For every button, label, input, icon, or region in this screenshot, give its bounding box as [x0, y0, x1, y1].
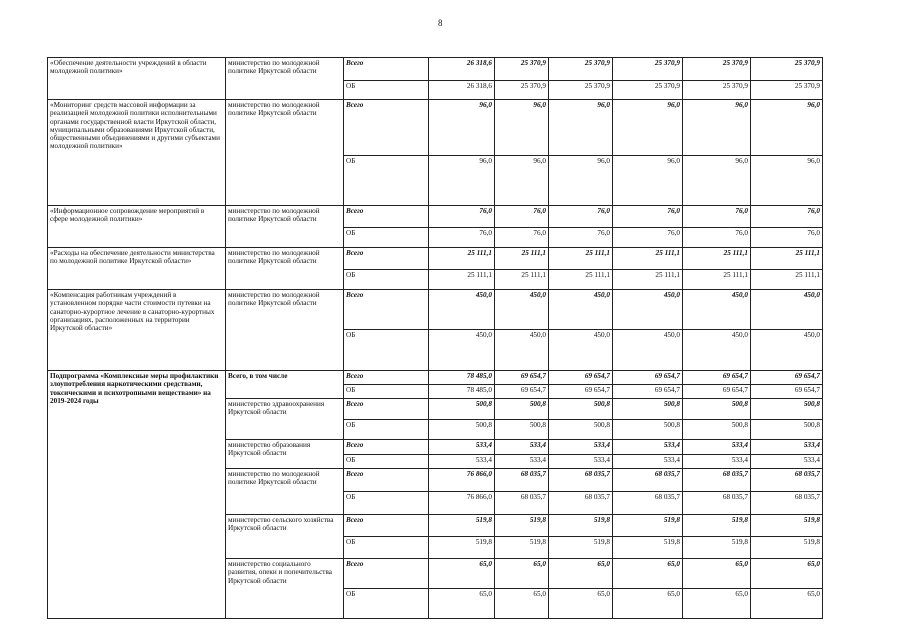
- total-value: 450,0: [495, 290, 549, 330]
- ob-value: 69 654,7: [495, 385, 549, 399]
- total-value: 69 654,7: [495, 371, 549, 385]
- ob-value: 68 035,7: [613, 492, 683, 515]
- responsible-executor: министерство по молодежной политике Иркутской области: [226, 58, 344, 100]
- ob-value: 76,0: [429, 228, 495, 248]
- ob-value: 519,8: [613, 537, 683, 559]
- ob-value: 450,0: [751, 330, 823, 371]
- ob-value: 533,4: [683, 455, 751, 469]
- responsible-executor: министерство по молодежной политике Иркутской области: [226, 290, 344, 371]
- ob-value: 69 654,7: [613, 385, 683, 399]
- total-value: 25 370,9: [683, 58, 751, 81]
- ob-value: 25 111,1: [495, 270, 549, 290]
- funding-source-total: Всего: [344, 248, 429, 270]
- ob-value: 76,0: [683, 228, 751, 248]
- total-value: 533,4: [751, 440, 823, 455]
- ob-value: 25 111,1: [683, 270, 751, 290]
- total-value: 76,0: [495, 206, 549, 228]
- subprogram-row: [48, 371, 823, 385]
- total-value: 96,0: [495, 100, 549, 156]
- ob-value: 533,4: [751, 455, 823, 469]
- total-value: 69 654,7: [549, 371, 613, 385]
- total-value: 65,0: [549, 559, 613, 589]
- total-value: 25 111,1: [751, 248, 823, 270]
- ob-value: 69 654,7: [683, 385, 751, 399]
- responsible-executor: министерство по молодежной политике Иркутской области: [226, 100, 344, 206]
- subprogram-name: Подпрограмма «Комплексные меры профилактики злоупотребления наркотическими средствами, токсическими и психотропными веществами» на 2019-2024 годы: [48, 371, 226, 619]
- total-value: 450,0: [683, 290, 751, 330]
- total-value: 78 485,0: [429, 371, 495, 385]
- ob-value: 500,8: [429, 420, 495, 440]
- ob-value: 25 111,1: [549, 270, 613, 290]
- ob-value: 519,8: [751, 537, 823, 559]
- funding-source-total: Всего: [344, 515, 429, 537]
- event-name: «Расходы на обеспечение деятельности министерства по молодежной политике Иркутской области»: [48, 248, 226, 290]
- total-value: 76 866,0: [429, 469, 495, 492]
- total-value: 533,4: [429, 440, 495, 455]
- total-value: 500,8: [751, 399, 823, 420]
- ob-value: 96,0: [495, 156, 549, 206]
- ob-value: 96,0: [613, 156, 683, 206]
- total-value: 68 035,7: [549, 469, 613, 492]
- total-value: 450,0: [429, 290, 495, 330]
- funding-source-total: Всего: [344, 440, 429, 455]
- funding-source-ob: ОБ: [344, 330, 429, 371]
- ob-value: 65,0: [429, 589, 495, 619]
- ob-value: 65,0: [751, 589, 823, 619]
- funding-source-ob: ОБ: [344, 537, 429, 559]
- budget-table-body: [48, 58, 823, 619]
- funding-source-ob: ОБ: [344, 589, 429, 619]
- ob-value: 450,0: [613, 330, 683, 371]
- total-value: 533,4: [613, 440, 683, 455]
- event-name: «Компенсация работникам учреждений в установленном порядке части стоимости путевки на санаторно-курортное лечение в санаторно-курортных организациях, расположенных на территории Иркутской области»: [48, 290, 226, 371]
- ob-value: 25 370,9: [495, 81, 549, 100]
- funding-source-ob: ОБ: [344, 420, 429, 440]
- ob-value: 26 318,6: [429, 81, 495, 100]
- ob-value: 65,0: [683, 589, 751, 619]
- ob-value: 65,0: [613, 589, 683, 619]
- ob-value: 69 654,7: [751, 385, 823, 399]
- event-row: [48, 290, 823, 330]
- total-value: 25 111,1: [549, 248, 613, 270]
- total-value: 533,4: [549, 440, 613, 455]
- total-value: 76,0: [683, 206, 751, 228]
- responsible-executor: министерство по молодежной политике Иркутской области: [226, 248, 344, 290]
- total-value: 519,8: [495, 515, 549, 537]
- total-value: 68 035,7: [613, 469, 683, 492]
- funding-source-ob: ОБ: [344, 228, 429, 248]
- ob-value: 25 111,1: [429, 270, 495, 290]
- total-value: 25 370,9: [495, 58, 549, 81]
- ob-value: 533,4: [549, 455, 613, 469]
- total-value: 68 035,7: [495, 469, 549, 492]
- total-value: 96,0: [683, 100, 751, 156]
- responsible-executor: министерство образования Иркутской области: [226, 440, 344, 469]
- responsible-executor: министерство здравоохранения Иркутской области: [226, 399, 344, 440]
- event-row: [48, 58, 823, 81]
- total-value: 69 654,7: [751, 371, 823, 385]
- page-number: 8: [438, 18, 443, 28]
- total-value: 500,8: [429, 399, 495, 420]
- total-value: 25 111,1: [495, 248, 549, 270]
- funding-source-total: Всего: [344, 559, 429, 589]
- ob-value: 96,0: [683, 156, 751, 206]
- event-name: «Информационное сопровождение мероприятий в сфере молодежной политики»: [48, 206, 226, 248]
- budget-table: [47, 57, 823, 619]
- total-value: 519,8: [549, 515, 613, 537]
- total-value: 500,8: [549, 399, 613, 420]
- responsible-executor: министерство социального развития, опеки и попечительства Иркутской области: [226, 559, 344, 619]
- ob-value: 76,0: [751, 228, 823, 248]
- ob-value: 500,8: [683, 420, 751, 440]
- funding-source-ob: ОБ: [344, 270, 429, 290]
- event-row: [48, 206, 823, 228]
- total-value: 96,0: [613, 100, 683, 156]
- ob-value: 76,0: [495, 228, 549, 248]
- ob-value: 25 370,9: [751, 81, 823, 100]
- ob-value: 519,8: [495, 537, 549, 559]
- ob-value: 68 035,7: [495, 492, 549, 515]
- total-value: 65,0: [613, 559, 683, 589]
- funding-source-total: Всего: [344, 399, 429, 420]
- ob-value: 78 485,0: [429, 385, 495, 399]
- ob-value: 25 370,9: [613, 81, 683, 100]
- ob-value: 68 035,7: [751, 492, 823, 515]
- ob-value: 519,8: [549, 537, 613, 559]
- funding-source-total: Всего: [344, 206, 429, 228]
- total-value: 76,0: [613, 206, 683, 228]
- total-value: 533,4: [495, 440, 549, 455]
- funding-source-ob: ОБ: [344, 81, 429, 100]
- total-value: 25 370,9: [549, 58, 613, 81]
- total-value: 69 654,7: [683, 371, 751, 385]
- ob-value: 533,4: [429, 455, 495, 469]
- funding-source-ob: ОБ: [344, 156, 429, 206]
- ob-value: 76,0: [549, 228, 613, 248]
- total-value: 25 370,9: [613, 58, 683, 81]
- total-value: 500,8: [613, 399, 683, 420]
- total-value: 519,8: [429, 515, 495, 537]
- ob-value: 69 654,7: [549, 385, 613, 399]
- ob-value: 519,8: [683, 537, 751, 559]
- total-value: 65,0: [751, 559, 823, 589]
- ob-value: 96,0: [429, 156, 495, 206]
- funding-source-total: Всего: [344, 371, 429, 385]
- total-value: 25 111,1: [683, 248, 751, 270]
- total-value: 76,0: [549, 206, 613, 228]
- funding-source-ob: ОБ: [344, 492, 429, 515]
- total-value: 76,0: [751, 206, 823, 228]
- ob-value: 96,0: [549, 156, 613, 206]
- total-value: 25 111,1: [613, 248, 683, 270]
- ob-value: 68 035,7: [683, 492, 751, 515]
- total-value: 450,0: [613, 290, 683, 330]
- ob-value: 25 370,9: [549, 81, 613, 100]
- ob-value: 65,0: [495, 589, 549, 619]
- ob-value: 76,0: [613, 228, 683, 248]
- total-value: 65,0: [495, 559, 549, 589]
- ob-value: 519,8: [429, 537, 495, 559]
- funding-source-ob: ОБ: [344, 455, 429, 469]
- total-value: 533,4: [683, 440, 751, 455]
- total-value: 500,8: [495, 399, 549, 420]
- ob-value: 533,4: [613, 455, 683, 469]
- total-value: 519,8: [683, 515, 751, 537]
- total-value: 76,0: [429, 206, 495, 228]
- ob-value: 500,8: [613, 420, 683, 440]
- total-value: 25 111,1: [429, 248, 495, 270]
- responsible-executor: Всего, в том числе: [226, 371, 344, 399]
- responsible-executor: министерство сельского хозяйства Иркутской области: [226, 515, 344, 559]
- total-value: 69 654,7: [613, 371, 683, 385]
- total-value: 96,0: [751, 100, 823, 156]
- ob-value: 25 370,9: [683, 81, 751, 100]
- ob-value: 96,0: [751, 156, 823, 206]
- total-value: 519,8: [751, 515, 823, 537]
- ob-value: 450,0: [495, 330, 549, 371]
- ob-value: 533,4: [495, 455, 549, 469]
- total-value: 450,0: [549, 290, 613, 330]
- event-row: [48, 248, 823, 270]
- ob-value: 500,8: [549, 420, 613, 440]
- total-value: 25 370,9: [751, 58, 823, 81]
- total-value: 96,0: [549, 100, 613, 156]
- event-name: «Мониторинг средств массовой информации за реализацией молодежной политики исполнительными органами государственной власти Иркутской области, муниципальными образованиями Иркутской области, общественными объединениями и другими субъектами молодежной политики»: [48, 100, 226, 206]
- funding-source-total: Всего: [344, 469, 429, 492]
- ob-value: 450,0: [429, 330, 495, 371]
- funding-source-total: Всего: [344, 58, 429, 81]
- ob-value: 25 111,1: [751, 270, 823, 290]
- total-value: 519,8: [613, 515, 683, 537]
- responsible-executor: министерство по молодежной политике Иркутской области: [226, 469, 344, 515]
- total-value: 65,0: [683, 559, 751, 589]
- funding-source-total: Всего: [344, 100, 429, 156]
- total-value: 96,0: [429, 100, 495, 156]
- total-value: 450,0: [751, 290, 823, 330]
- ob-value: 500,8: [751, 420, 823, 440]
- total-value: 65,0: [429, 559, 495, 589]
- ob-value: 25 111,1: [613, 270, 683, 290]
- total-value: 68 035,7: [683, 469, 751, 492]
- ob-value: 450,0: [683, 330, 751, 371]
- event-row: [48, 100, 823, 156]
- total-value: 500,8: [683, 399, 751, 420]
- responsible-executor: министерство по молодежной политике Иркутской области: [226, 206, 344, 248]
- total-value: 68 035,7: [751, 469, 823, 492]
- ob-value: 450,0: [549, 330, 613, 371]
- ob-value: 76 866,0: [429, 492, 495, 515]
- event-name: «Обеспечение деятельности учреждений в области молодежной политики»: [48, 58, 226, 100]
- ob-value: 65,0: [549, 589, 613, 619]
- ob-value: 500,8: [495, 420, 549, 440]
- ob-value: 68 035,7: [549, 492, 613, 515]
- funding-source-total: Всего: [344, 290, 429, 330]
- funding-source-ob: ОБ: [344, 385, 429, 399]
- total-value: 26 318,6: [429, 58, 495, 81]
